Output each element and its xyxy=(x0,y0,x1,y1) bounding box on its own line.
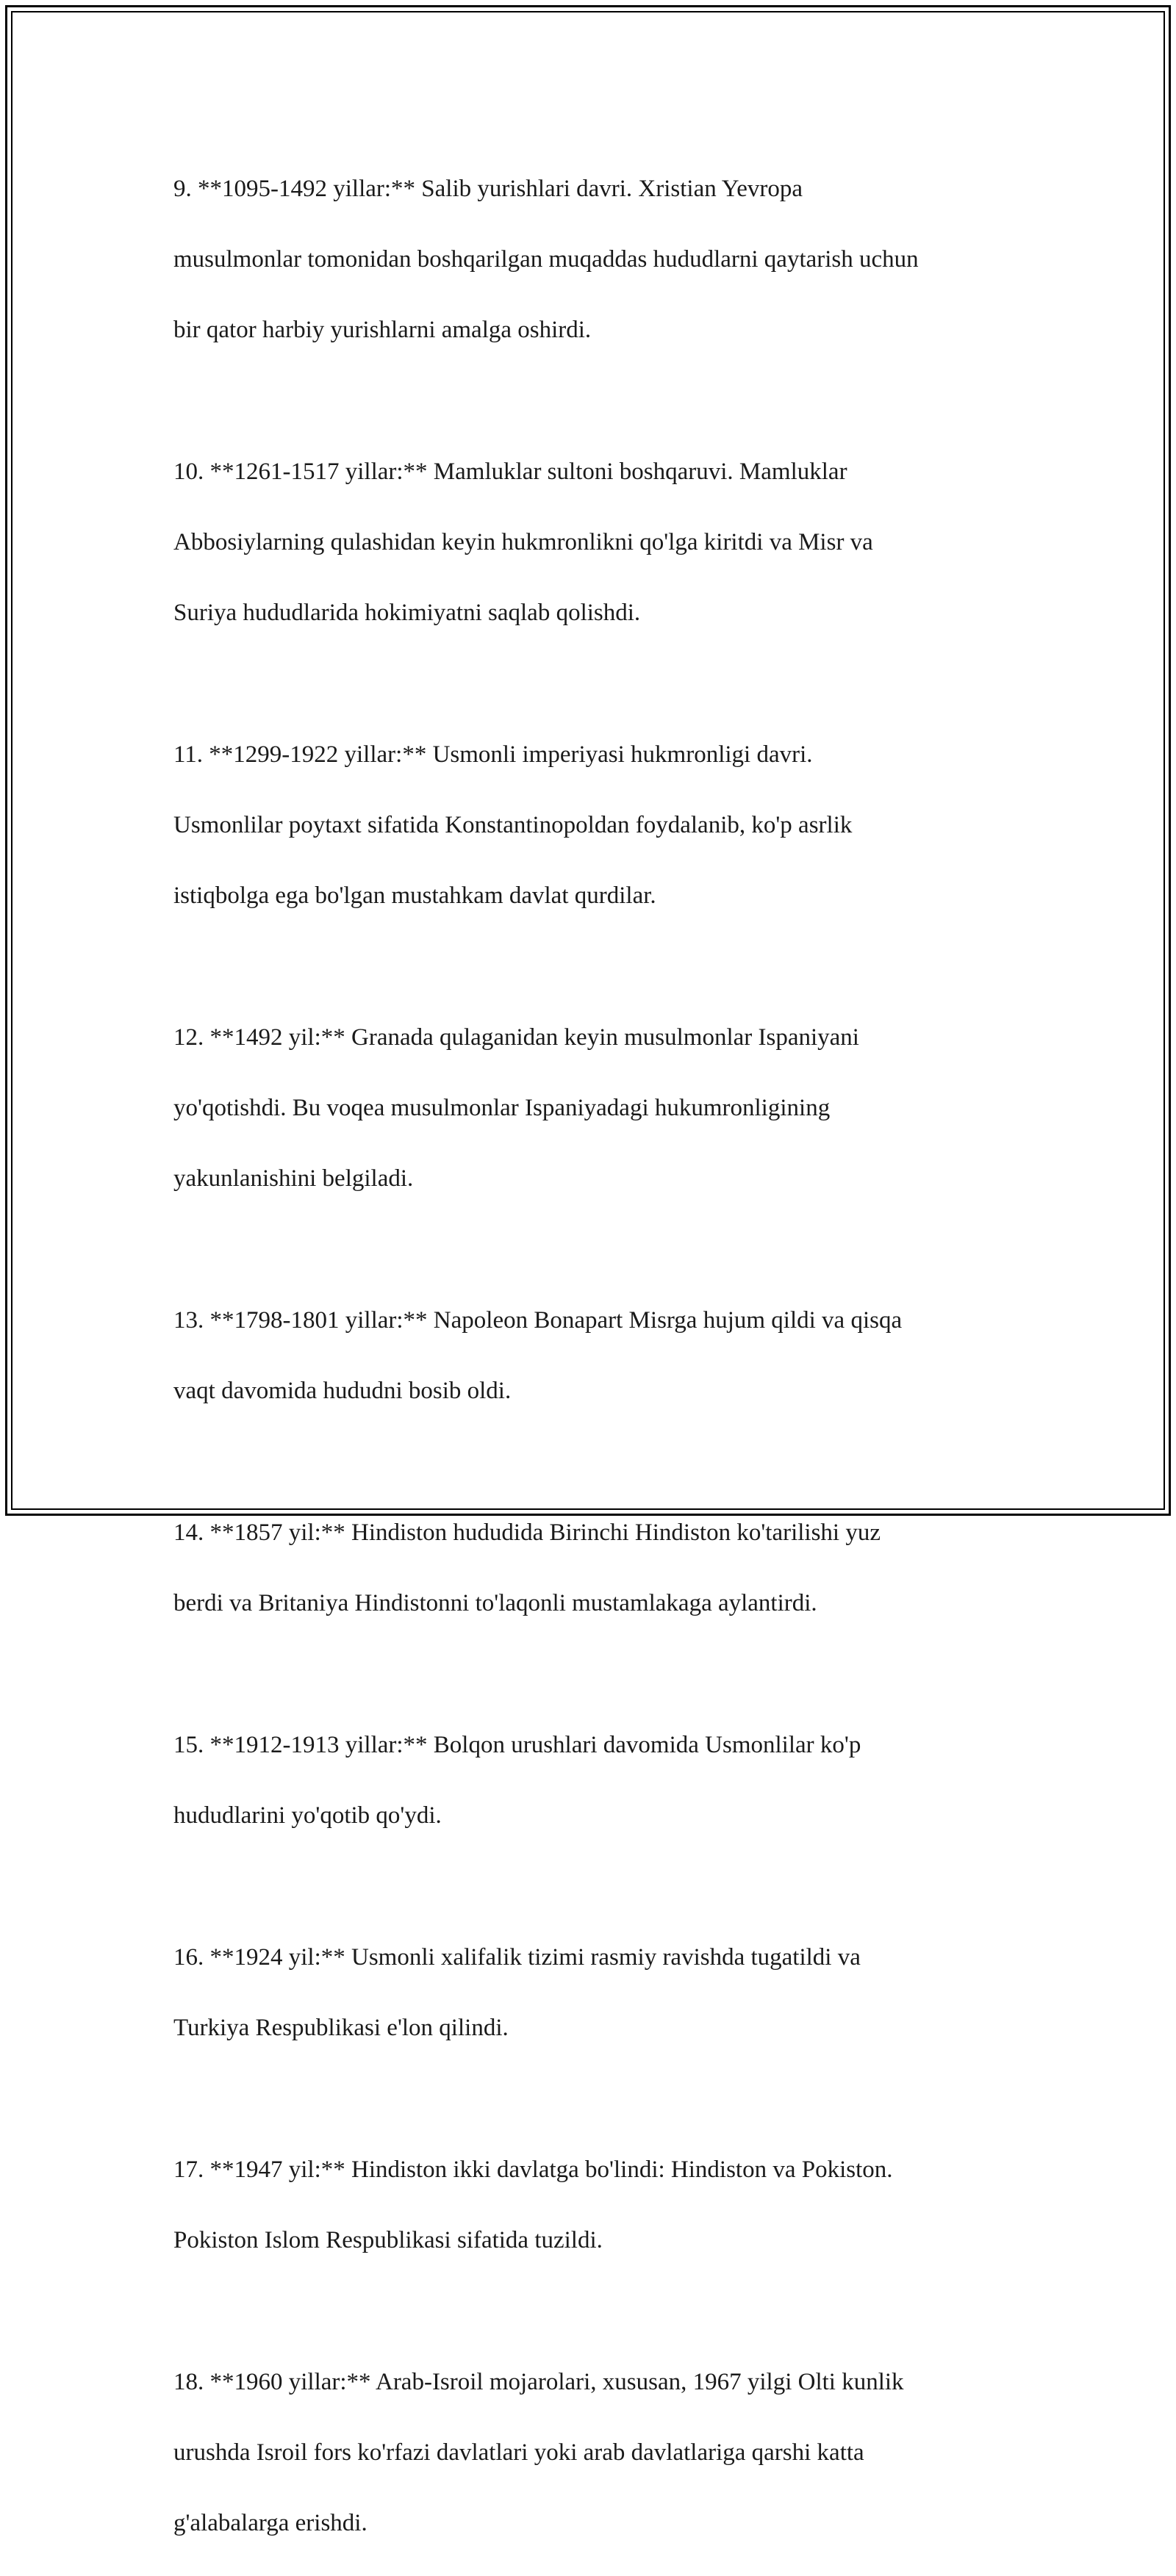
list-item xyxy=(173,1692,1011,1868)
list-item-line: Suriya hududlarida hokimiyatni saqlab qolishdi. xyxy=(173,600,641,626)
list-item-line: yo'qotishdi. Bu voqea musulmonlar Ispaniyadagi hukumronligining xyxy=(173,1095,831,1121)
list-item-line: Turkiya Respublikasi e'lon qilindi. xyxy=(173,2015,509,2041)
list-item-line: Usmonlilar poytaxt sifatida Konstantinopoldan foydalanib, ko'p asrlik xyxy=(173,812,853,838)
list-item xyxy=(173,985,1011,1231)
list-item-line: urushda Isroil fors ko'rfazi davlatlari yoki arab davlatlariga qarshi katta xyxy=(173,2439,864,2466)
list-item-line: hududlarini yo'qotib qo'ydi. xyxy=(173,1802,442,1829)
list-item xyxy=(173,2329,1011,2576)
list-item-line: Pokiston Islom Respublikasi sifatida tuzildi. xyxy=(173,2227,603,2253)
list-item-line: g'alabalarga erishdi. xyxy=(173,2510,368,2536)
list-item-line: istiqbolga ega bo'lgan mustahkam davlat qurdilar. xyxy=(173,882,656,909)
list-item-line: 15. **1912-1913 yillar:** Bolqon urushlari davomida Usmonlilar ko'p xyxy=(173,1732,861,1758)
list-item-line: yakunlanishini belgiladi. xyxy=(173,1165,414,1192)
list-item-line: bir qator harbiy yurishlarni amalga oshirdi. xyxy=(173,317,592,343)
list-item-line: musulmonlar tomonidan boshqarilgan muqaddas hududlarni qaytarish uchun xyxy=(173,246,919,273)
list-item-line: 13. **1798-1801 yillar:** Napoleon Bonapart Misrga hujum qildi va qisqa xyxy=(173,1307,903,1334)
list-item-line: 16. **1924 yil:** Usmonli xalifalik tizimi rasmiy ravishda tugatildi va xyxy=(173,1944,861,1971)
list-item xyxy=(173,2117,1011,2293)
list-item xyxy=(173,702,1011,949)
list-item-line: 9. **1095-1492 yillar:** Salib yurishlari davri. Xristian Yevropa xyxy=(173,176,803,202)
list-item xyxy=(173,1480,1011,1656)
list-item xyxy=(173,419,1011,666)
list-item-line: vaqt davomida hududni bosib oldi. xyxy=(173,1378,512,1404)
list-item-line: 10. **1261-1517 yillar:** Mamluklar sultoni boshqaruvi. Mamluklar xyxy=(173,458,847,485)
list-item-line: 11. **1299-1922 yillar:** Usmonli imperiyasi hukmronligi davri. xyxy=(173,741,813,768)
list-item-line: berdi va Britaniya Hindistonni to'laqonli mustamlakaga aylantirdi. xyxy=(173,1590,817,1616)
list-item-line: 17. **1947 yil:** Hindiston ikki davlatga bo'lindi: Hindiston va Pokiston. xyxy=(173,2156,893,2183)
list-item-line: 18. **1960 yillar:** Arab-Isroil mojarolari, xususan, 1967 yilgi Olti kunlik xyxy=(173,2369,904,2395)
list-item xyxy=(173,1904,1011,2081)
list-item-line: 12. **1492 yil:** Granada qulaganidan keyin musulmonlar Ispaniyani xyxy=(173,1024,859,1051)
list-item xyxy=(173,136,1011,383)
list-item-line: 14. **1857 yil:** Hindiston hududida Birinchi Hindiston ko'tarilishi yuz xyxy=(173,1519,881,1546)
list-item-line: Abbosiylarning qulashidan keyin hukmronlikni qo'lga kiritdi va Misr va xyxy=(173,529,873,555)
list-item xyxy=(173,1267,1011,1444)
document-body xyxy=(173,136,1011,2576)
